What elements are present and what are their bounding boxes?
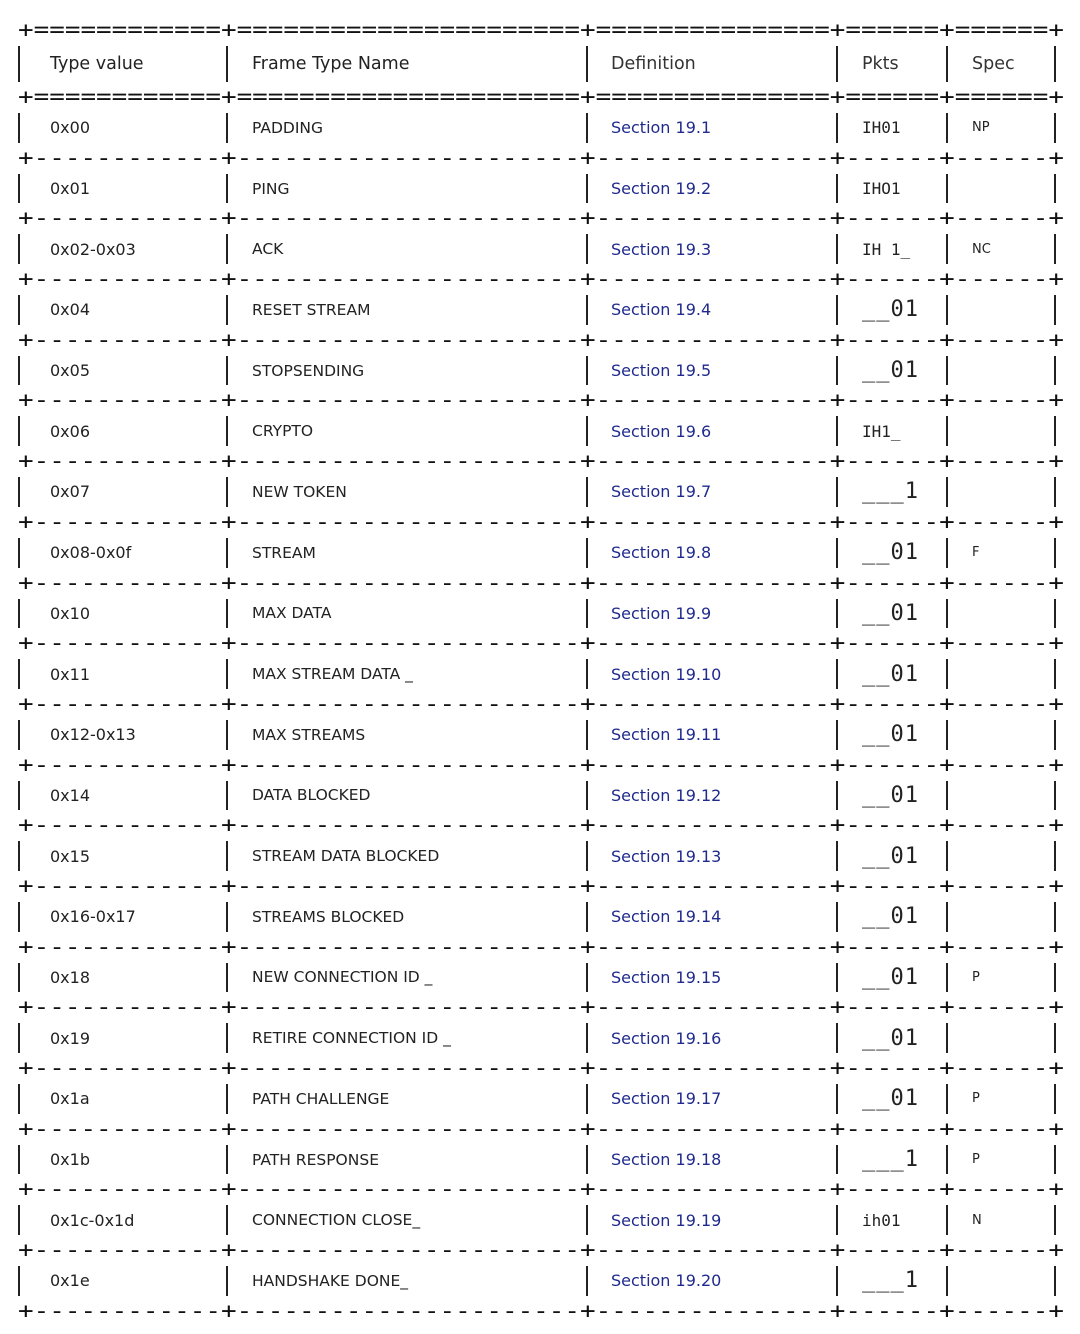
column-separator bbox=[18, 841, 20, 871]
column-separator bbox=[226, 356, 228, 386]
column-separator bbox=[226, 902, 228, 932]
column-separator bbox=[1054, 538, 1056, 568]
type-value-cell: 0x11 bbox=[50, 664, 91, 684]
spec-cell: NC bbox=[972, 241, 991, 257]
column-separator bbox=[836, 659, 838, 689]
definition-link[interactable]: Section 19.12 bbox=[611, 785, 722, 805]
pkts-cell: __01 bbox=[862, 904, 919, 930]
definition-link[interactable]: Section 19.4 bbox=[611, 300, 712, 320]
column-separator bbox=[18, 477, 20, 507]
column-separator bbox=[1054, 720, 1056, 750]
column-separator bbox=[226, 174, 228, 204]
header-separator: +============+======================+===============+======+======+ bbox=[18, 85, 1064, 110]
column-separator bbox=[18, 416, 20, 446]
frame-type-name-cell: CONNECTION CLOSE_ bbox=[252, 1211, 421, 1230]
column-separator bbox=[946, 1205, 948, 1235]
frame-type-name-cell: MAX STREAM DATA _ bbox=[252, 665, 413, 684]
pkts-cell: IHO1 bbox=[862, 179, 901, 199]
pkts-cell: __01 bbox=[862, 540, 919, 566]
definition-link[interactable]: Section 19.20 bbox=[611, 1271, 722, 1291]
column-separator bbox=[946, 234, 948, 264]
column-separator bbox=[226, 113, 228, 143]
column-separator bbox=[946, 538, 948, 568]
column-separator bbox=[1054, 781, 1056, 811]
pkts-cell: IH01 bbox=[862, 118, 901, 138]
column-separator bbox=[1054, 1266, 1056, 1296]
column-separator bbox=[586, 963, 588, 993]
type-value-cell: 0x04 bbox=[50, 300, 91, 320]
column-separator bbox=[586, 356, 588, 386]
type-value-cell: 0x1c-0x1d bbox=[50, 1210, 135, 1230]
pkts-cell: __01 bbox=[862, 843, 919, 869]
header-definition: Definition bbox=[611, 54, 696, 74]
column-separator bbox=[226, 781, 228, 811]
column-separator bbox=[836, 538, 838, 568]
type-value-cell: 0x18 bbox=[50, 967, 91, 987]
frame-type-name-cell: RETIRE CONNECTION ID _ bbox=[252, 1029, 451, 1048]
frame-type-name-cell: PATH CHALLENGE bbox=[252, 1089, 390, 1108]
column-separator bbox=[946, 46, 948, 82]
spec-cell: F bbox=[972, 545, 980, 561]
column-separator bbox=[226, 46, 228, 82]
column-separator bbox=[586, 1205, 588, 1235]
column-separator bbox=[946, 659, 948, 689]
frame-type-name-cell: STREAM DATA BLOCKED bbox=[252, 847, 440, 866]
column-separator bbox=[226, 538, 228, 568]
column-separator bbox=[946, 174, 948, 204]
row-separator: +------------+----------------------+---------------+------+------+ bbox=[18, 631, 1064, 657]
definition-link[interactable]: Section 19.8 bbox=[611, 543, 712, 563]
column-separator bbox=[18, 599, 20, 629]
column-separator bbox=[18, 1145, 20, 1175]
column-separator bbox=[1054, 234, 1056, 264]
definition-link[interactable]: Section 19.15 bbox=[611, 967, 722, 987]
column-separator bbox=[226, 659, 228, 689]
column-separator bbox=[946, 356, 948, 386]
type-value-cell: 0x00 bbox=[50, 118, 91, 138]
column-separator bbox=[18, 295, 20, 325]
column-separator bbox=[1054, 1084, 1056, 1114]
column-separator bbox=[18, 1023, 20, 1053]
column-separator bbox=[586, 295, 588, 325]
frame-type-name-cell: MAX DATA bbox=[252, 604, 332, 623]
column-separator bbox=[836, 1205, 838, 1235]
column-separator bbox=[836, 1023, 838, 1053]
column-separator bbox=[18, 963, 20, 993]
type-value-cell: 0x08-0x0f bbox=[50, 543, 132, 563]
table-row bbox=[18, 838, 1064, 874]
column-separator bbox=[18, 234, 20, 264]
column-separator bbox=[586, 113, 588, 143]
column-separator bbox=[1054, 1023, 1056, 1053]
pkts-cell: __01 bbox=[862, 964, 919, 990]
column-separator bbox=[1054, 174, 1056, 204]
row-separator: +------------+----------------------+---------------+------+------+ bbox=[18, 1238, 1064, 1264]
column-separator bbox=[836, 174, 838, 204]
column-separator bbox=[18, 781, 20, 811]
column-separator bbox=[586, 477, 588, 507]
frame-type-name-cell: HANDSHAKE DONE_ bbox=[252, 1271, 409, 1290]
row-separator: +------------+----------------------+---------------+------+------+ bbox=[18, 1177, 1064, 1203]
column-separator bbox=[18, 659, 20, 689]
column-separator bbox=[18, 720, 20, 750]
type-value-cell: 0x1a bbox=[50, 1089, 90, 1109]
column-separator bbox=[586, 1145, 588, 1175]
pkts-cell: ih01 bbox=[862, 1210, 901, 1230]
column-separator bbox=[946, 113, 948, 143]
pkts-cell: __01 bbox=[862, 722, 919, 748]
definition-link[interactable]: Section 19.13 bbox=[611, 846, 722, 866]
column-separator bbox=[1054, 841, 1056, 871]
definition-link[interactable]: Section 19.1 bbox=[611, 118, 712, 138]
type-value-cell: 0x06 bbox=[50, 421, 91, 441]
table-row bbox=[18, 292, 1064, 328]
frame-type-name-cell: STREAM bbox=[252, 543, 316, 562]
table-row bbox=[18, 171, 1064, 207]
column-separator bbox=[836, 1084, 838, 1114]
row-separator: +------------+----------------------+---------------+------+------+ bbox=[18, 327, 1064, 353]
column-separator bbox=[946, 416, 948, 446]
column-separator bbox=[18, 356, 20, 386]
column-separator bbox=[586, 1266, 588, 1296]
spec-cell: P bbox=[972, 1091, 980, 1107]
row-separator: +------------+----------------------+---------------+------+------+ bbox=[18, 873, 1064, 899]
column-separator bbox=[226, 1023, 228, 1053]
column-separator bbox=[586, 1084, 588, 1114]
table-row bbox=[18, 1142, 1064, 1178]
row-separator: +------------+----------------------+---------------+------+------+ bbox=[18, 267, 1064, 293]
row-separator: +------------+----------------------+---------------+------+------+ bbox=[18, 995, 1064, 1021]
definition-link[interactable]: Section 19.14 bbox=[611, 907, 722, 927]
row-separator: +------------+----------------------+---------------+------+------+ bbox=[18, 509, 1064, 535]
definition-link[interactable]: Section 19.9 bbox=[611, 603, 712, 623]
spec-cell: P bbox=[972, 969, 980, 985]
column-separator bbox=[836, 781, 838, 811]
table-row bbox=[18, 656, 1064, 692]
column-separator bbox=[1054, 659, 1056, 689]
column-separator bbox=[836, 234, 838, 264]
type-value-cell: 0x19 bbox=[50, 1028, 91, 1048]
frame-type-name-cell: PATH RESPONSE bbox=[252, 1150, 379, 1169]
column-separator bbox=[226, 1084, 228, 1114]
column-separator bbox=[946, 1023, 948, 1053]
table-row bbox=[18, 778, 1064, 814]
frame-type-name-cell: PING bbox=[252, 179, 290, 198]
column-separator bbox=[18, 46, 20, 82]
row-separator: +------------+----------------------+---------------+------+------+ bbox=[18, 1116, 1064, 1142]
column-separator bbox=[836, 46, 838, 82]
column-separator bbox=[946, 599, 948, 629]
table-row bbox=[18, 596, 1064, 632]
row-separator: +------------+----------------------+---------------+------+------+ bbox=[18, 145, 1064, 171]
column-separator bbox=[586, 720, 588, 750]
column-separator bbox=[586, 599, 588, 629]
column-separator bbox=[946, 963, 948, 993]
column-separator bbox=[1054, 356, 1056, 386]
column-separator bbox=[836, 113, 838, 143]
column-separator bbox=[226, 841, 228, 871]
column-separator bbox=[1054, 113, 1056, 143]
pkts-cell: ___1 bbox=[862, 1268, 919, 1294]
column-separator bbox=[836, 963, 838, 993]
type-value-cell: 0x1b bbox=[50, 1150, 90, 1170]
definition-link[interactable]: Section 19.18 bbox=[611, 1150, 722, 1170]
column-separator bbox=[836, 477, 838, 507]
definition-link[interactable]: Section 19.17 bbox=[611, 1089, 722, 1109]
column-separator bbox=[1054, 963, 1056, 993]
column-separator bbox=[586, 416, 588, 446]
column-separator bbox=[946, 477, 948, 507]
column-separator bbox=[1054, 46, 1056, 82]
type-value-cell: 0x05 bbox=[50, 361, 91, 381]
table-row bbox=[18, 231, 1064, 267]
row-separator: +------------+----------------------+---------------+------+------+ bbox=[18, 752, 1064, 778]
column-separator bbox=[946, 295, 948, 325]
pkts-cell: __01 bbox=[862, 297, 919, 323]
frame-type-name-cell: DATA BLOCKED bbox=[252, 786, 371, 805]
pkts-cell: __01 bbox=[862, 1086, 919, 1112]
frame-type-name-cell: STREAMS BLOCKED bbox=[252, 907, 405, 926]
header-name: Frame Type Name bbox=[252, 54, 410, 74]
frame-type-name-cell: PADDING bbox=[252, 118, 324, 137]
column-separator bbox=[18, 1084, 20, 1114]
header-spec: Spec bbox=[972, 54, 1015, 74]
column-separator bbox=[586, 46, 588, 82]
type-value-cell: 0x10 bbox=[50, 603, 91, 623]
column-separator bbox=[1054, 477, 1056, 507]
frame-types-table bbox=[18, 18, 1064, 1324]
column-separator bbox=[586, 902, 588, 932]
pkts-cell: __01 bbox=[862, 782, 919, 808]
row-separator: +------------+----------------------+---------------+------+------+ bbox=[18, 206, 1064, 232]
table-row bbox=[18, 1263, 1064, 1299]
pkts-cell: __01 bbox=[862, 1025, 919, 1051]
pkts-cell: IH1_ bbox=[862, 421, 901, 441]
pkts-cell: ___1 bbox=[862, 479, 919, 505]
column-separator bbox=[18, 1266, 20, 1296]
column-separator bbox=[226, 295, 228, 325]
pkts-cell: IH 1_ bbox=[862, 239, 911, 259]
frame-type-name-cell: RESET STREAM bbox=[252, 300, 371, 319]
definition-link[interactable]: Section 19.19 bbox=[611, 1210, 722, 1230]
row-separator: +------------+----------------------+---------------+------+------+ bbox=[18, 449, 1064, 475]
header-type: Type value bbox=[50, 54, 144, 74]
column-separator bbox=[836, 720, 838, 750]
column-separator bbox=[18, 1205, 20, 1235]
column-separator bbox=[18, 113, 20, 143]
header-pkts: Pkts bbox=[862, 54, 899, 74]
definition-link[interactable]: Section 19.3 bbox=[611, 239, 712, 259]
spec-cell: P bbox=[972, 1152, 980, 1168]
column-separator bbox=[946, 1145, 948, 1175]
table-row bbox=[18, 1202, 1064, 1238]
definition-link[interactable]: Section 19.5 bbox=[611, 361, 712, 381]
column-separator bbox=[586, 174, 588, 204]
definition-link[interactable]: Section 19.10 bbox=[611, 664, 722, 684]
type-value-cell: 0x15 bbox=[50, 846, 91, 866]
type-value-cell: 0x01 bbox=[50, 179, 91, 199]
pkts-cell: ___1 bbox=[862, 1147, 919, 1173]
table-header-row bbox=[18, 43, 1064, 85]
column-separator bbox=[586, 1023, 588, 1053]
column-separator bbox=[1054, 902, 1056, 932]
column-separator bbox=[1054, 1205, 1056, 1235]
type-value-cell: 0x07 bbox=[50, 482, 91, 502]
pkts-cell: __01 bbox=[862, 600, 919, 626]
column-separator bbox=[836, 841, 838, 871]
column-separator bbox=[836, 1266, 838, 1296]
row-separator: +------------+----------------------+---------------+------+------+ bbox=[18, 934, 1064, 960]
row-separator: +------------+----------------------+---------------+------+------+ bbox=[18, 813, 1064, 839]
column-separator bbox=[946, 720, 948, 750]
definition-link[interactable]: Section 19.16 bbox=[611, 1028, 722, 1048]
column-separator bbox=[226, 1145, 228, 1175]
column-separator bbox=[836, 599, 838, 629]
definition-link[interactable]: Section 19.7 bbox=[611, 482, 712, 502]
table-row bbox=[18, 1020, 1064, 1056]
column-separator bbox=[1054, 295, 1056, 325]
column-separator bbox=[836, 356, 838, 386]
column-separator bbox=[836, 902, 838, 932]
column-separator bbox=[586, 234, 588, 264]
row-separator: +------------+----------------------+---------------+------+------+ bbox=[18, 1298, 1064, 1324]
row-separator: +------------+----------------------+---------------+------+------+ bbox=[18, 691, 1064, 717]
row-separator: +------------+----------------------+---------------+------+------+ bbox=[18, 1056, 1064, 1081]
table-row bbox=[18, 413, 1064, 449]
table-row bbox=[18, 535, 1064, 571]
row-separator: +------------+----------------------+---------------+------+------+ bbox=[18, 570, 1064, 596]
type-value-cell: 0x1e bbox=[50, 1271, 90, 1291]
type-value-cell: 0x16-0x17 bbox=[50, 907, 136, 927]
pkts-cell: __01 bbox=[862, 661, 919, 687]
column-separator bbox=[836, 1145, 838, 1175]
frame-type-name-cell: NEW CONNECTION ID _ bbox=[252, 968, 433, 987]
frame-type-name-cell: CRYPTO bbox=[252, 422, 314, 441]
column-separator bbox=[836, 416, 838, 446]
table-row bbox=[18, 899, 1064, 935]
type-value-cell: 0x14 bbox=[50, 785, 91, 805]
table-row bbox=[18, 1081, 1064, 1117]
column-separator bbox=[946, 781, 948, 811]
column-separator bbox=[1054, 599, 1056, 629]
column-separator bbox=[946, 841, 948, 871]
column-separator bbox=[1054, 1145, 1056, 1175]
frame-type-name-cell: ACK bbox=[252, 240, 284, 259]
type-value-cell: 0x02-0x03 bbox=[50, 239, 136, 259]
definition-link[interactable]: Section 19.2 bbox=[611, 179, 712, 199]
column-separator bbox=[946, 1266, 948, 1296]
column-separator bbox=[586, 538, 588, 568]
column-separator bbox=[18, 538, 20, 568]
column-separator bbox=[226, 416, 228, 446]
column-separator bbox=[1054, 416, 1056, 446]
row-separator: +------------+----------------------+---------------+------+------+ bbox=[18, 388, 1064, 414]
column-separator bbox=[836, 295, 838, 325]
column-separator bbox=[226, 1205, 228, 1235]
frame-type-name-cell: STOPSENDING bbox=[252, 361, 365, 380]
column-separator bbox=[226, 720, 228, 750]
frame-type-name-cell: MAX STREAMS bbox=[252, 725, 366, 744]
definition-link[interactable]: Section 19.11 bbox=[611, 725, 722, 745]
spec-cell: N bbox=[972, 1212, 982, 1228]
spec-cell: NP bbox=[972, 120, 990, 136]
type-value-cell: 0x12-0x13 bbox=[50, 725, 136, 745]
column-separator bbox=[586, 659, 588, 689]
table-row bbox=[18, 960, 1064, 996]
pkts-cell: __01 bbox=[862, 358, 919, 384]
column-separator bbox=[586, 841, 588, 871]
column-separator bbox=[586, 781, 588, 811]
column-separator bbox=[226, 1266, 228, 1296]
column-separator bbox=[18, 174, 20, 204]
frame-type-name-cell: NEW TOKEN bbox=[252, 482, 347, 501]
definition-link[interactable]: Section 19.6 bbox=[611, 421, 712, 441]
table-row bbox=[18, 110, 1064, 146]
table-row bbox=[18, 353, 1064, 389]
table-top-border: +============+======================+===============+======+======+ bbox=[18, 18, 1064, 43]
column-separator bbox=[226, 234, 228, 264]
table-row bbox=[18, 717, 1064, 753]
column-separator bbox=[946, 1084, 948, 1114]
table-row bbox=[18, 474, 1064, 510]
column-separator bbox=[226, 599, 228, 629]
column-separator bbox=[226, 477, 228, 507]
column-separator bbox=[946, 902, 948, 932]
column-separator bbox=[226, 963, 228, 993]
column-separator bbox=[18, 902, 20, 932]
